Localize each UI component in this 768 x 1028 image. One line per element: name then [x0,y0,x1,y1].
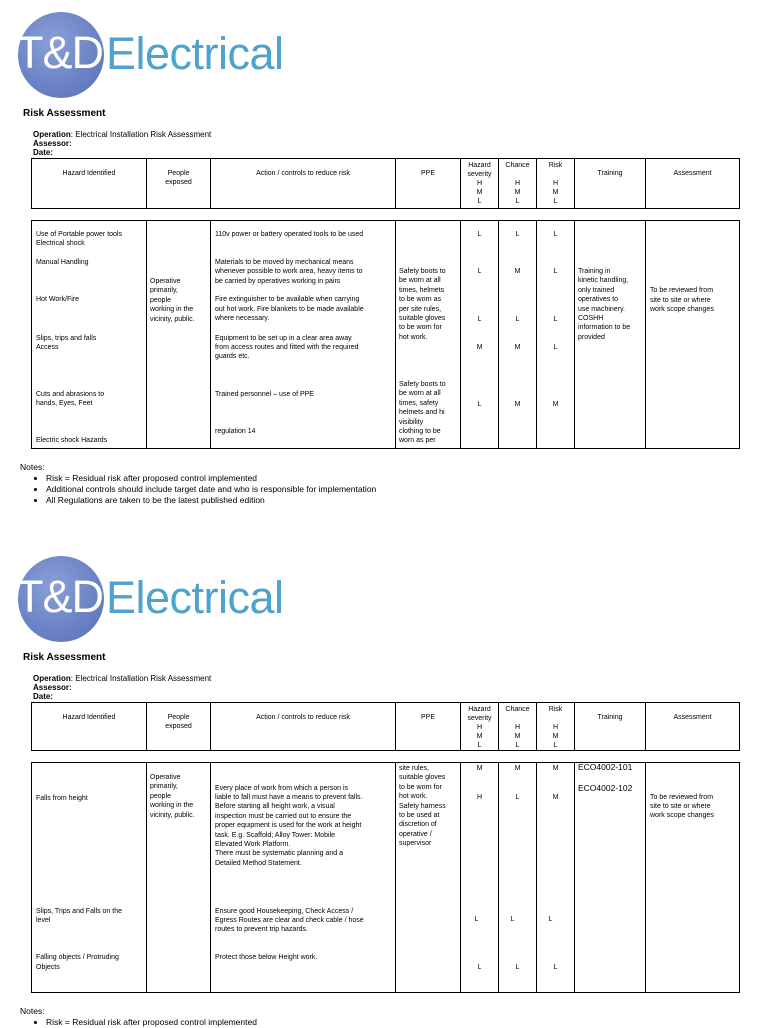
date-label: Date: [33,692,54,701]
risk-table-2 [31,762,740,993]
operation-line [33,130,211,139]
col-severity: Hazard severity H M L [461,703,499,751]
notes-section-2 [20,1006,257,1028]
col-hazard: Hazard Identified [32,703,147,751]
logo-word: Electrical [106,28,284,79]
notes-list [20,473,376,506]
notes-label: Notes: [20,462,45,472]
note-item: • Risk = Residual risk after proposed control implemented [46,473,376,484]
col-action: Action / controls to reduce risk [211,703,396,751]
header-table-2 [31,702,740,751]
col-action: Action / controls to reduce risk [211,159,396,209]
action-cell: Every place of work from which a person is liable to fall must have a means to prevent falls. Before starting all height work, a visual inspection must be carried out to ensure the proper equipment is used for the work at height task. E.g. Scaffold; Alloy Tower: Mobile Elevated Work Platform. There must be systematic planning and a Detailed Method Statement. Ensure good Housekeeping, Check Access / Egress Routes are clear and check cable / hose routes to prevent trip hazards. Protect those below Height work. [211,763,396,993]
col-severity: Hazard severity H M L [461,159,499,209]
people-cell: Operative primarily, people working in the vicinity, public. [147,763,211,993]
col-assessment: Assessment [646,703,740,751]
col-ppe: PPE [396,703,461,751]
notes-list [20,1017,257,1028]
page-title-2: Risk Assessment [23,652,106,663]
col-risk: Risk H M L [537,159,575,209]
page-title: Risk Assessment [23,108,106,119]
note-item: • Additional controls should include target date and who is responsible for implementation [46,484,376,495]
ppe-cell: Safety boots to be worn at all times, helmets to be worn as per site rules, suitable gloves to be worn for hot work. Safety boots to be worn at all times, safety helmets and hi visibility clothing to be worn as per [396,221,461,449]
col-assessment: Assessment [646,159,740,209]
action-cell: 110v power or battery operated tools to be used Materials to be moved by mechanical means whenever possible to work area, heavy items to be carried by operatives working in pairs Fire extinguisher to be available when carrying out hot work. Fire blankets to be made available where necessary. Equipment to be set up in a clear area away from access routes and fitted with the required guards etc. Trained personnel – use of PPE regulation 14 [211,221,396,449]
assessor-label: Assessor: [33,139,72,148]
training-cell: Training in kinetic handling, only trained operatives to use machinery. COSHH information to be provided [575,221,646,449]
col-training: Training [575,159,646,209]
company-logo [18,10,308,100]
assessment-cell: To be reviewed from site to site or where work scope changes [646,221,740,449]
col-training: Training [575,703,646,751]
notes-label: Notes: [20,1006,45,1016]
notes-section [20,462,376,506]
col-chance: Chance H M L [499,159,537,209]
training-cell: ECO4002-101 ECO4002-102 [575,763,646,993]
logo-initials: T&D [16,27,103,78]
ppe-cell: site rules, suitable gloves to be worn for hot work. Safety harness to be used at discretion of operative / supervisor [396,763,461,993]
assessment-cell: To be reviewed from site to site or where work scope changes [646,763,740,993]
col-hazard: Hazard Identified [32,159,147,209]
risk-cell: L L L L M [537,221,575,449]
col-ppe: PPE [396,159,461,209]
chance-cell: M L L L [499,763,537,993]
col-people: People exposed [147,159,211,209]
people-cell: Operative primarily, people working in the vicinity, public. [147,221,211,449]
chance-cell: L M L M M [499,221,537,449]
operation-line-2 [33,674,211,683]
note-item: • All Regulations are taken to be the latest published edition [46,495,376,506]
company-logo-2 [18,554,308,644]
assessor-label: Assessor: [33,683,72,692]
operation-label: Operation [33,130,71,139]
risk-table [31,220,740,449]
col-chance: Chance H M L [499,703,537,751]
severity-cell: M H L L [461,763,499,993]
severity-cell: L L L M L [461,221,499,449]
col-people: People exposed [147,703,211,751]
logo-word: Electrical [106,572,284,623]
logo-initials: T&D [16,571,103,622]
operation-label: Operation [33,674,71,683]
risk-cell: M M L L [537,763,575,993]
header-table [31,158,740,209]
col-risk: Risk H M L [537,703,575,751]
note-item: • Risk = Residual risk after proposed control implemented [46,1017,257,1028]
date-label: Date: [33,148,54,157]
operation-value: : Electrical Installation Risk Assessment [70,674,212,683]
operation-value: : Electrical Installation Risk Assessment [70,130,212,139]
hazard-cell: Falls from height Slips, Trips and Falls on the level Falling objects / Protruding Objects [32,763,147,993]
hazard-cell: Use of Portable power tools Electrical shock Manual Handling Hot Work/Fire Slips, trips and falls Access Cuts and abrasions to hands, Eyes, Feet Electric shock Hazards [32,221,147,449]
